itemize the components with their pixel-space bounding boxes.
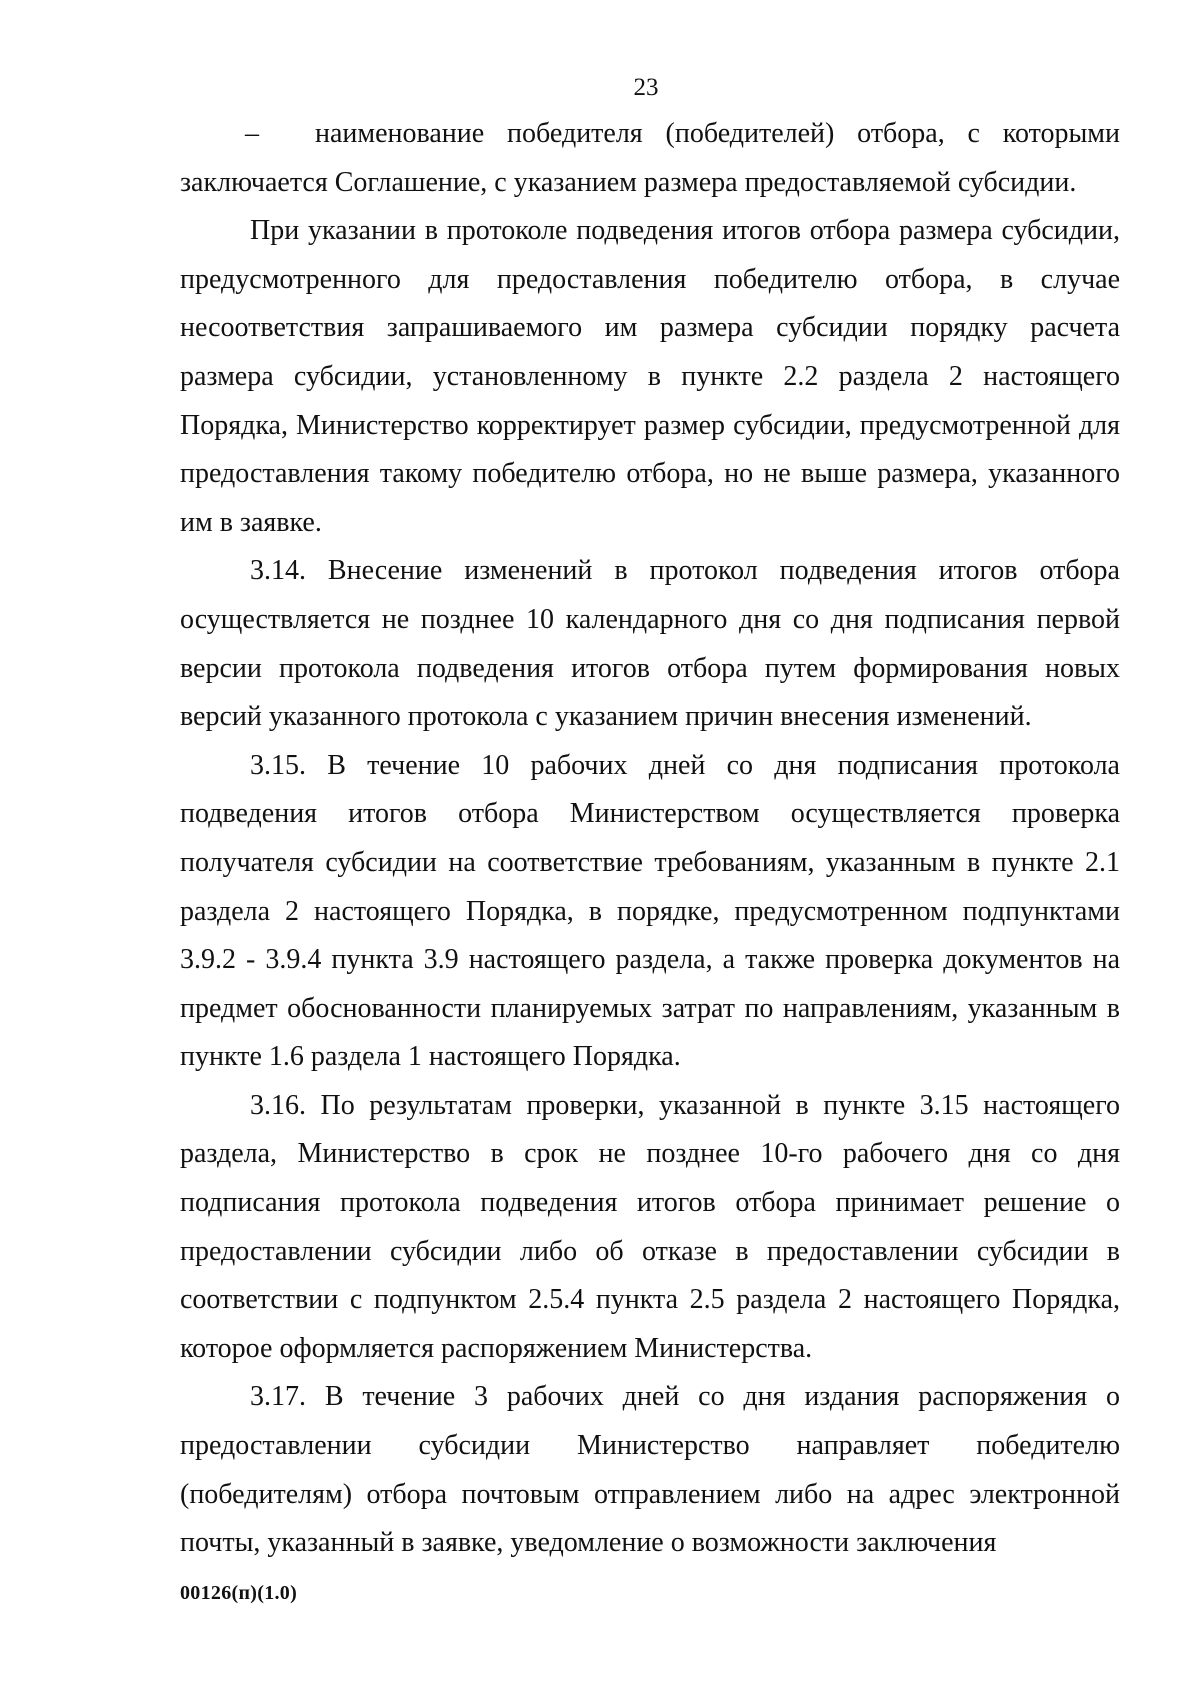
paragraph-3-15: 3.15. В течение 10 рабочих дней со дня подписания протокола подведения итогов отбора Министерством осуществляется проверка получателя субсидии на соответствие требованиям, указанным в пункте 2.1 раздела 2 настоящего Порядка, в порядке, предусмотренном подпунктами 3.9.2 - 3.9.4 пункта 3.9 настоящего раздела, а также проверка документов на предмет обоснованности планируемых затрат по направлениям, указанным в пункте 1.6 раздела 1 настоящего Порядка. xyxy=(180,749,1120,1073)
page-number: 23 xyxy=(633,74,659,101)
paragraph-3-14: 3.14. Внесение изменений в протокол подведения итогов отбора осуществляется не позднее 10 календарного дня со дня подписания первой версии протокола подведения итогов отбора путем формирования новых версий указанного протокола с указанием причин внесения изменений. xyxy=(180,555,1120,733)
paragraph-3-17: 3.17. В течение 3 рабочих дней со дня издания распоряжения о предоставлении субсидии Министерство направляет победителю (победителям) отбора почтовым отправлением либо на адрес электронной почты, указанный в заявке, уведомление о возможности заключения xyxy=(180,1381,1120,1559)
paragraph-subsidy-correction: При указании в протоколе подведения итогов отбора размера субсидии, предусмотренного для предоставления победителю отбора, в случае несоответствия запрашиваемого им размера субсидии порядку расчета размера субсидии, установленному в пункте 2.2 раздела 2 настоящего Порядка, Министерство корректирует размер субсидии, предусмотренной для предоставления такому победителю отбора, но не выше размера, указанного им в заявке. xyxy=(180,215,1120,538)
paragraph-winner-name: – наименование победителя (победителей) отбора, с которыми заключается Соглашение, с указанием размера предоставляемой субсидии. xyxy=(180,118,1120,198)
document-body xyxy=(180,110,1120,1568)
document-code: 00126(п)(1.0) xyxy=(180,1582,298,1604)
paragraph-3-16: 3.16. По результатам проверки, указанной в пункте 3.15 настоящего раздела, Министерство в срок не позднее 10-го рабочего дня со дня подписания протокола подведения итогов отбора принимает решение о предоставлении субсидии либо об отказе в предоставлении субсидии в соответствии с подпунктом 2.5.4 пункта 2.5 раздела 2 настоящего Порядка, которое оформляется распоряжением Министерства. xyxy=(180,1089,1120,1364)
